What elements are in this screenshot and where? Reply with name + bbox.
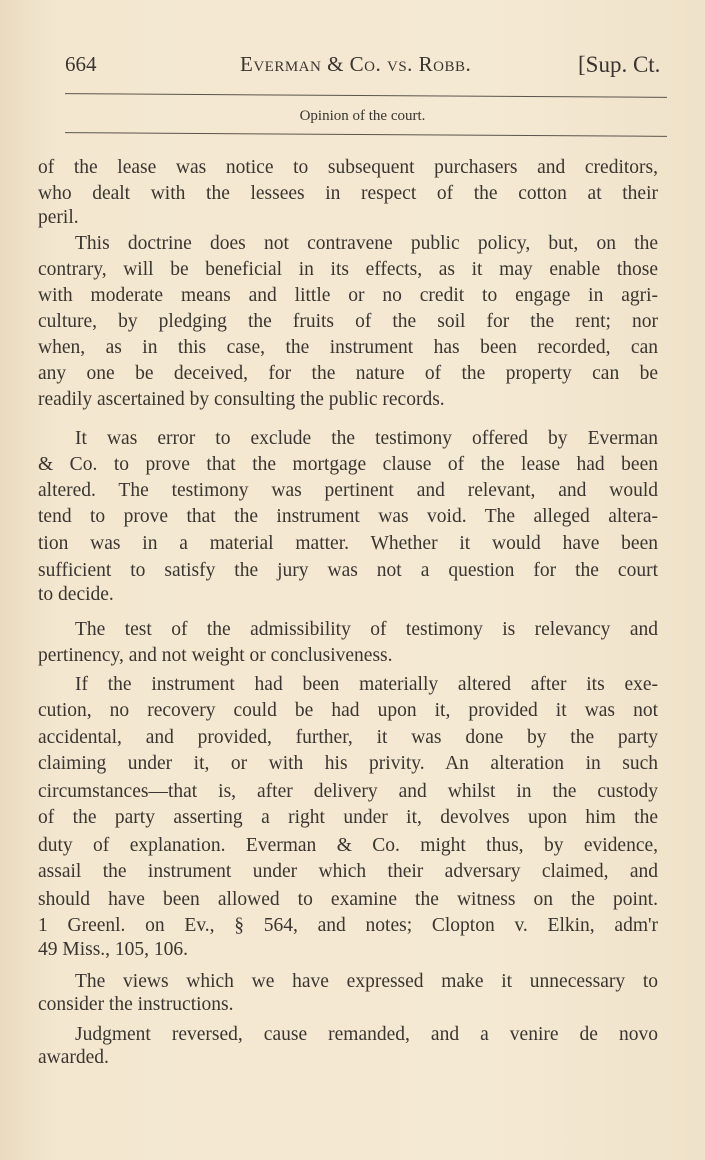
text-line: with moderate means and little or no credit to engage in agri- [38, 285, 658, 306]
text-line: The test of the admissibility of testimony is relevancy and [75, 619, 658, 640]
text-line: readily ascertained by consulting the public records. [38, 389, 445, 410]
text-line: & Co. to prove that the mortgage clause of the lease had been [38, 454, 658, 475]
text-line: assail the instrument under which their adversary claimed, and [38, 861, 658, 882]
text-line: claiming under it, or with his privity. An alteration in such [38, 753, 658, 774]
subheading-rule [65, 132, 667, 137]
text-line: duty of explanation. Everman & Co. might thus, by evidence, [38, 835, 658, 856]
text-line: should have been allowed to examine the witness on the point. [38, 889, 658, 910]
running-title: Everman & Co. vs. Robb. [240, 52, 472, 76]
section-subheading: Opinion of the court. [299, 108, 426, 124]
text-line: any one be deceived, for the nature of the property can be [38, 363, 658, 384]
text-line: to decide. [38, 584, 114, 605]
header-rule [65, 93, 667, 98]
text-line: culture, by pledging the fruits of the soil for the rent; nor [38, 311, 658, 332]
text-line: tion was in a material matter. Whether it would have been [38, 533, 658, 554]
text-line: of the party asserting a right under it, devolves upon him the [38, 807, 658, 828]
text-line: awarded. [38, 1047, 109, 1068]
text-line: contrary, will be beneficial in its effects, as it may enable those [38, 259, 658, 280]
text-line: when, as in this case, the instrument has been recorded, can [38, 337, 658, 358]
text-line: tend to prove that the instrument was void. The alleged altera- [38, 506, 658, 527]
text-line: The views which we have expressed make it unnecessary to [75, 971, 658, 992]
text-line: of the lease was notice to subsequent purchasers and creditors, [38, 157, 658, 178]
text-line: peril. [38, 207, 79, 228]
text-line: sufficient to satisfy the jury was not a question for the court [38, 560, 658, 581]
text-line: This doctrine does not contravene public policy, but, on the [75, 233, 658, 254]
text-line: circumstances—that is, after delivery and whilst in the custody [38, 781, 658, 802]
text-line: who dealt with the lessees in respect of the cotton at their [38, 183, 658, 204]
text-line: If the instrument had been materially altered after its exe- [75, 674, 658, 695]
court-label: [Sup. Ct. [578, 52, 661, 77]
text-line: consider the instructions. [38, 994, 234, 1015]
text-line: accidental, and provided, further, it was done by the party [38, 727, 658, 748]
text-line: altered. The testimony was pertinent and relevant, and would [38, 480, 658, 501]
page-number: 664 [65, 52, 97, 76]
text-line: 49 Miss., 105, 106. [38, 939, 189, 960]
text-line: It was error to exclude the testimony offered by Everman [75, 428, 658, 449]
text-line: 1 Greenl. on Ev., § 564, and notes; Clopton v. Elkin, adm'r [38, 915, 658, 936]
text-line: cution, no recovery could be had upon it, provided it was not [38, 700, 658, 721]
text-line: pertinency, and not weight or conclusiveness. [38, 645, 393, 666]
text-line: Judgment reversed, cause remanded, and a venire de novo [75, 1024, 658, 1045]
